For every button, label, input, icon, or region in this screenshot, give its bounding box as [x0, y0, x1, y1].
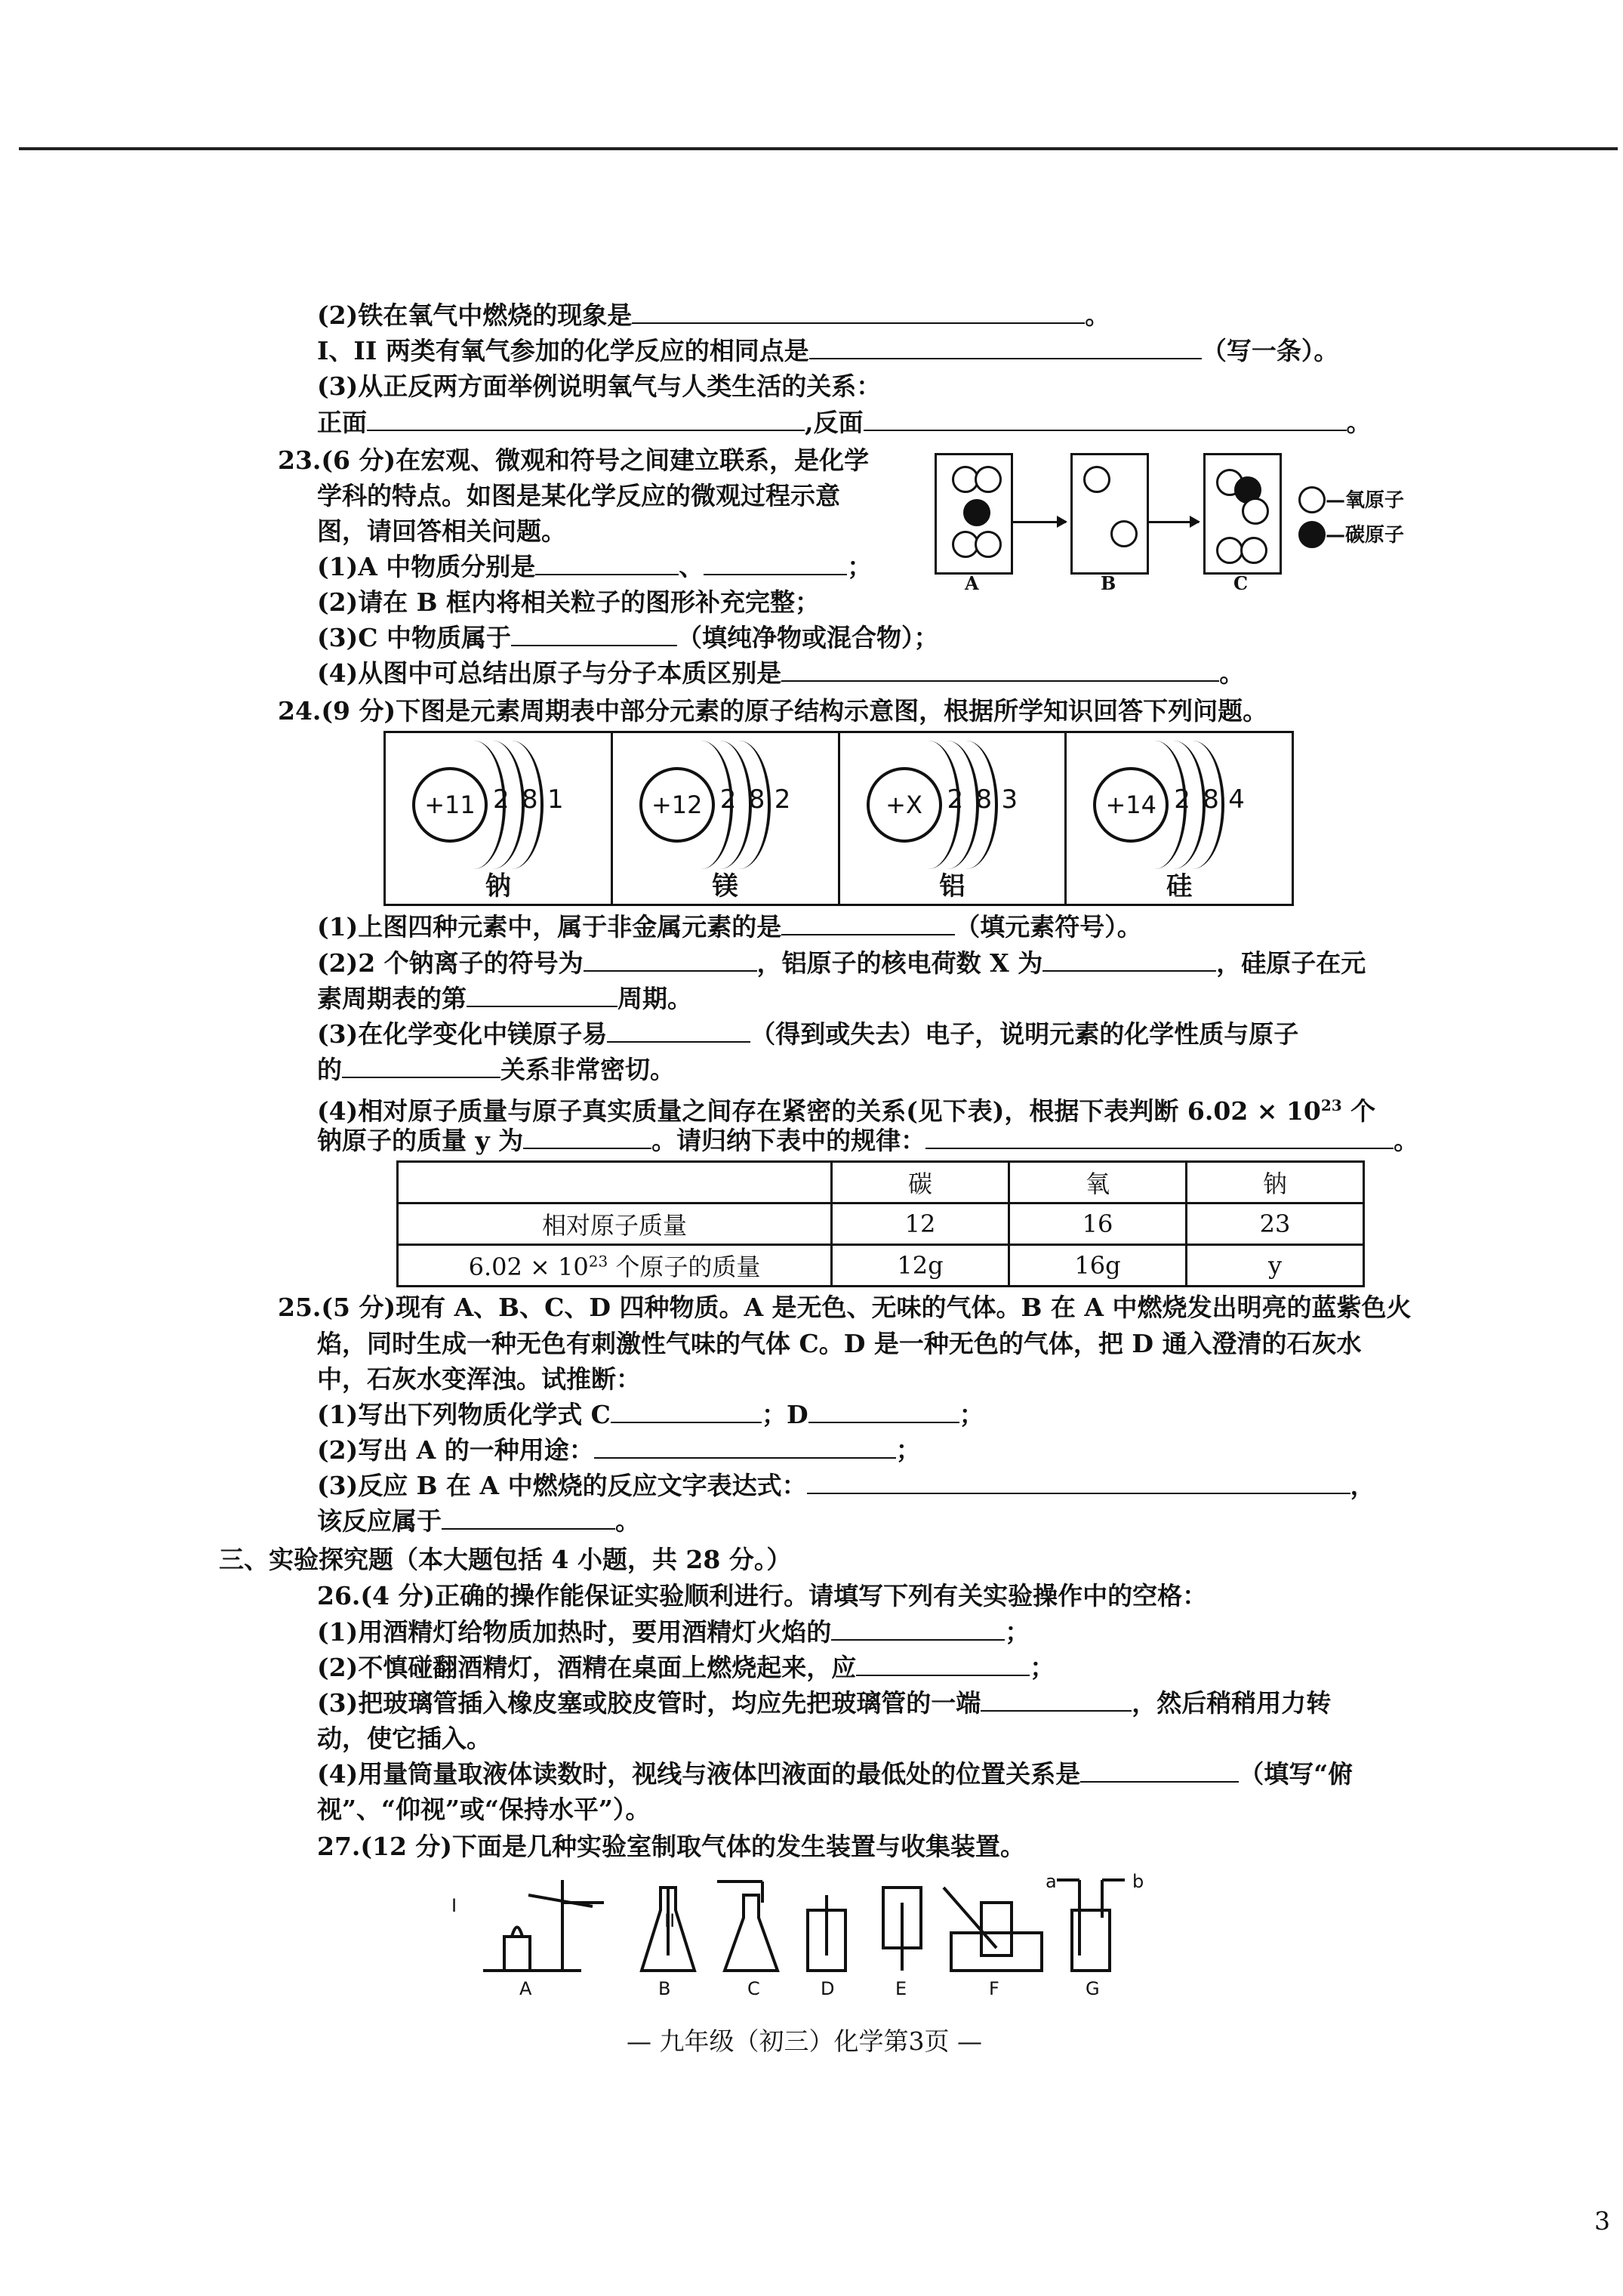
oxygen-atom [1110, 520, 1138, 547]
q24-line-1: 24.(9 分)下图是元素周期表中部分元素的原子结构示意图，根据所学知识回答下列问题。 [278, 696, 1268, 726]
q24-p4-cont: 钠原子的质量 y 为 。请归纳下表中的规律： 。 [317, 1126, 1419, 1155]
electron-count: 8 [522, 784, 538, 815]
legend-oxygen-label: —氧原子 [1326, 489, 1405, 512]
label-f: F [989, 1978, 999, 1999]
q23-line-4: (1)A 中物质分别是 、 ； [317, 552, 873, 581]
q25-line-7: 该反应属于 。 [317, 1506, 640, 1536]
label-b: B [1101, 572, 1116, 594]
q25-line-3: 中，石灰水变浑浊。试推断： [317, 1364, 641, 1394]
table-row [398, 1203, 1364, 1245]
legend-carbon-icon [1298, 521, 1326, 548]
box-c [1203, 453, 1282, 575]
mark-a: a [1046, 1871, 1057, 1892]
q24-p3: (3)在化学变化中镁原子易 （得到或失去）电子，说明元素的化学性质与原子 [317, 1019, 1299, 1049]
table-cell: 23 [1187, 1203, 1364, 1245]
table-cell: 12 [832, 1203, 1009, 1245]
electron-count: 8 [975, 784, 993, 815]
q24-p2-cont: 素周期表的第 周期。 [317, 984, 692, 1013]
table-row [398, 1162, 1364, 1203]
box-a [935, 453, 1013, 575]
table-header [398, 1162, 832, 1203]
oxygen-atom [1242, 498, 1269, 525]
q26-line-1: 26.(4 分)正确的操作能保证实验顺利进行。请填写下列有关实验操作中的空格： [317, 1581, 1208, 1610]
carbon-atom [963, 499, 990, 526]
q22-line-5: 正面 ,反面 。 [317, 408, 1372, 437]
table-cell: y [1187, 1245, 1364, 1287]
box-b [1070, 453, 1149, 575]
q26-line-2: (1)用酒精灯给物质加热时，要用酒精灯火焰的 ； [317, 1617, 1030, 1647]
q26-line-3: (2)不慎碰翻酒精灯，酒精在桌面上燃烧起来，应 ； [317, 1653, 1055, 1682]
arrow-b-c [1149, 521, 1199, 523]
electron-count: 2 [947, 784, 964, 815]
table-cell: 相对原子质量 [398, 1203, 832, 1245]
q23-line-2: 学科的特点。如图是某化学反应的微观过程示意 [317, 481, 840, 510]
table-header: 碳 [832, 1162, 1009, 1203]
nucleus: +X [867, 767, 942, 843]
q25-line-5: (2)写出 A 的一种用途： ； [317, 1435, 921, 1465]
table-cell: 12g [832, 1245, 1009, 1287]
electron-count: 8 [1203, 784, 1219, 815]
electron-count: 2 [1174, 784, 1190, 815]
atom-silicon [1067, 733, 1292, 904]
q23-line-6: (3)C 中物质属于 （填纯净物或混合物）； [317, 623, 939, 652]
element-name: 镁 [712, 871, 738, 901]
label-c: C [747, 1978, 760, 1999]
section-3-heading: 三、实验探究题（本大题包括 4 小题，共 28 分。） [219, 1545, 792, 1574]
electron-count: 1 [547, 784, 564, 815]
electron-count: 2 [493, 784, 510, 815]
atom-aluminum [840, 733, 1067, 904]
electron-count: 2 [719, 784, 737, 815]
q25-line-6: (3)反应 B 在 A 中燃烧的反应文字表达式： ， [317, 1471, 1375, 1500]
atomic-mass-table [396, 1160, 1365, 1287]
q25-line-2: 焰，同时生成一种无色有刺激性气味的气体 C。D 是一种无色的气体，把 D 通入澄清的石灰水 [317, 1329, 1362, 1358]
q27-line-1: 27.(12 分)下面是几种实验室制取气体的发生装置与收集装置。 [317, 1832, 1026, 1861]
q26-line-7: 视”、“仰视”或“保持水平”）。 [317, 1795, 651, 1824]
nucleus: +11 [412, 767, 488, 843]
label-b: B [658, 1978, 671, 1999]
label-e: E [895, 1978, 907, 1999]
element-name: 硅 [1166, 871, 1193, 901]
table-cell: 16g [1009, 1245, 1187, 1287]
oxygen-atom [975, 531, 1002, 558]
mark-b: b [1132, 1871, 1144, 1892]
atom-structure-diagrams [383, 731, 1294, 906]
electron-count: 2 [774, 784, 791, 815]
oxygen-atom [1216, 537, 1243, 564]
q25-line-4: (1)写出下列物质化学式 C ；D ； [317, 1400, 984, 1429]
page-number: 3 [1594, 2206, 1610, 2236]
q24-p4: (4)相对原子质量与原子真实质量之间存在紧密的关系(见下表)，根据下表判断 $6.02 \times 10^{23}$ 个 [317, 1096, 1376, 1126]
mark-i: I [451, 1895, 457, 1916]
oxygen-atom [1240, 537, 1267, 564]
table-header: 氧 [1009, 1162, 1187, 1203]
q26-line-4: (3)把玻璃管插入橡皮塞或胶皮管时，均应先把玻璃管的一端 ，然后稍稍用力转 [317, 1688, 1332, 1718]
top-rule [19, 147, 1618, 150]
table-cell: $6.02 \times 10^{23}$ 个原子的质量 [398, 1245, 832, 1287]
table-cell: 16 [1009, 1203, 1187, 1245]
legend-carbon-label: —碳原子 [1326, 524, 1405, 547]
q25-line-1: 25.(5 分)现有 A、B、C、D 四种物质。A 是无色、无味的气体。B 在 A 中燃烧发出明亮的蓝紫色火 [278, 1293, 1412, 1322]
q26-line-6: (4)用量筒量取液体读数时，视线与液体凹液面的最低处的位置关系是 （填写“俯 [317, 1759, 1354, 1789]
q24-p2: (2)2 个钠离子的符号为 ，铝原子的核电荷数 X 为 ，硅原子在元 [317, 948, 1366, 978]
label-c: C [1233, 572, 1249, 594]
oxygen-atom [975, 466, 1002, 493]
atom-sodium [386, 733, 613, 904]
q24-p3-cont: 的 关系非常密切。 [317, 1055, 675, 1084]
label-g: G [1086, 1978, 1100, 1999]
page-footer: — 九年级（初三）化学第3页 — [627, 2026, 982, 2056]
label-a: A [965, 572, 979, 594]
electron-count: 4 [1228, 784, 1245, 815]
element-name: 铝 [939, 871, 965, 901]
mark-ii: II [664, 1910, 676, 1931]
electron-count: 8 [748, 784, 765, 815]
q26-line-5: 动，使它插入。 [317, 1724, 491, 1753]
q22-line-4: (3)从正反两方面举例说明氧气与人类生活的关系： [317, 371, 882, 401]
q22-line-2: (2)铁在氧气中燃烧的现象是 。 [317, 300, 1110, 330]
oxygen-atom [1083, 466, 1110, 493]
table-row [398, 1245, 1364, 1287]
q23-line-7: (4)从图中可总结出原子与分子本质区别是 。 [317, 658, 1245, 688]
q24-p1: (1)上图四种元素中，属于非金属元素的是 （填元素符号）。 [317, 912, 1142, 942]
label-d: D [821, 1978, 835, 1999]
arrow-a-b [1013, 521, 1066, 523]
label-a: A [519, 1978, 532, 1999]
q23-line-3: 图，请回答相关问题。 [317, 516, 566, 546]
element-name: 钠 [485, 871, 511, 901]
atom-magnesium [613, 733, 840, 904]
q22-line-3: I、II 两类有氧气参加的化学反应的相同点是 （写一条）。 [317, 336, 1339, 365]
lab-apparatus-diagram [453, 1872, 1178, 1978]
q23-line-1: 23.(6 分)在宏观、微观和符号之间建立联系，是化学 [278, 445, 870, 475]
legend-oxygen-icon [1298, 486, 1326, 513]
nucleus: +12 [639, 767, 715, 843]
q23-line-5: (2)请在 B 框内将相关粒子的图形补充完整； [317, 587, 821, 617]
table-header: 钠 [1187, 1162, 1364, 1203]
nucleus: +14 [1093, 767, 1169, 843]
electron-count: 3 [1001, 784, 1018, 815]
